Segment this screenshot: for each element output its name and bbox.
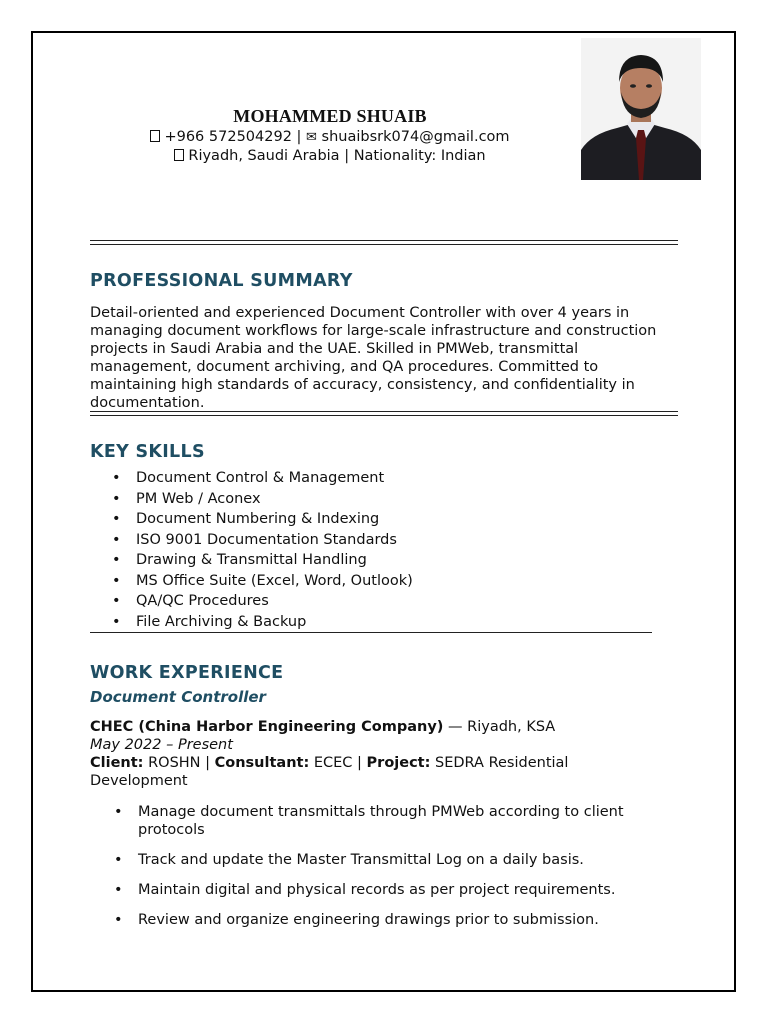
duties-list	[90, 803, 660, 941]
profile-photo	[581, 38, 701, 180]
job-dates: May 2022 – Present	[90, 737, 233, 753]
summary-text: Detail-oriented and experienced Document Controller with over 4 years in managing document workflows for large-scale infrastructure and construction projects in Saudi Arabia and the UAE. Skilled in PMWeb, transmittal management, document archiving, and QA procedures. Committed to maintaining high standards of accuracy, consistency, and confidentiality in documentation.	[90, 305, 657, 411]
job-title: Document Controller	[90, 688, 266, 706]
skill-item: • QA/QC Procedures	[90, 591, 650, 612]
company-name: CHEC (China Harbor Engineering Company)	[90, 719, 444, 735]
duty-item: • Maintain digital and physical records as per project requirements.	[90, 881, 660, 899]
separator: |	[344, 148, 350, 164]
consultant-value: ECEC |	[309, 755, 367, 771]
skill-item: • ISO 9001 Documentation Standards	[90, 530, 650, 551]
resume-header	[90, 106, 570, 165]
company-location: — Riyadh, KSA	[443, 719, 556, 735]
skill-item: • Document Numbering & Indexing	[90, 509, 650, 530]
experience-heading: WORK EXPERIENCE	[90, 663, 284, 683]
contact-line	[90, 128, 570, 147]
section-divider	[90, 411, 678, 416]
phone-icon	[150, 130, 160, 142]
skills-list	[90, 468, 650, 632]
duty-item: • Manage document transmittals through PMWeb according to client protocols	[90, 803, 660, 839]
skill-item: • MS Office Suite (Excel, Word, Outlook)	[90, 571, 650, 592]
location: Riyadh, Saudi Arabia	[188, 148, 340, 164]
nationality: Nationality: Indian	[353, 148, 486, 164]
company-line	[90, 718, 650, 736]
phone-number: +966 572504292	[164, 129, 292, 145]
skill-item: • Drawing & Transmittal Handling	[90, 550, 650, 571]
summary-heading: PROFESSIONAL SUMMARY	[90, 271, 353, 291]
skill-item: • File Archiving & Backup	[90, 612, 650, 633]
envelope-icon: ✉	[306, 130, 317, 145]
duty-item: • Review and organize engineering drawings prior to submission.	[90, 911, 660, 929]
project-line	[90, 754, 650, 790]
section-divider	[90, 632, 652, 633]
skill-item: • Document Control & Management	[90, 468, 650, 489]
skill-item: • PM Web / Aconex	[90, 489, 650, 510]
skills-heading: KEY SKILLS	[90, 442, 205, 462]
client-label: Client:	[90, 755, 144, 771]
client-value: ROSHN |	[143, 755, 215, 771]
email-address[interactable]: shuaibsrk074@gmail.com	[321, 129, 510, 145]
separator: |	[296, 129, 302, 145]
project-label: Project:	[366, 755, 431, 771]
duty-item: • Track and update the Master Transmittal Log on a daily basis.	[90, 851, 660, 869]
project-value: SEDRA Residential Development	[90, 755, 569, 789]
location-line	[90, 147, 570, 165]
job-details	[90, 718, 650, 790]
consultant-label: Consultant:	[214, 755, 310, 771]
candidate-name: MOHAMMED SHUAIB	[233, 106, 427, 126]
section-divider	[90, 240, 678, 245]
location-pin-icon	[174, 149, 184, 161]
